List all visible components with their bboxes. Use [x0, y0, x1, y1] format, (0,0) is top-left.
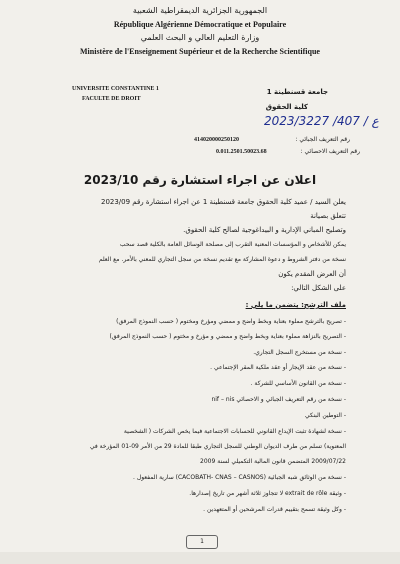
republic-ar: الجمهورية الجزائرية الديمقراطية الشعبية	[132, 6, 268, 15]
file-item: - التوطين البنكي	[305, 412, 346, 419]
notice-line-1: تتعلق بصيانة	[310, 212, 346, 220]
notice-intro: يعلن السيد / عميد كلية الحقوق جامعة قسنطينة 1 عن اجراء استشارة رقم 2023/09	[100, 198, 346, 206]
file-item: - نسخة من مستخرج السجل التجاري.	[253, 349, 346, 356]
notice-line-5: أن العرض المقدم يكون	[278, 270, 346, 278]
handwritten-reference: 2023/ع / 407/ 3227	[264, 114, 379, 128]
file-item: - نسخة من الوثائق شبه الجبائية (CACOBATH- CNAS – CASNOS) سارية المفعول .	[133, 474, 346, 481]
republic-fr: République Algérienne Démocratique et Populaire	[113, 20, 287, 29]
ministry-fr: Ministère de l'Enseignement Supérieur et de la Recherche Scientifique	[80, 47, 320, 56]
faculty-ar: كلية الحقوق	[265, 103, 308, 111]
fiscal-id-value: 414020000250120	[194, 137, 239, 143]
footer-strip	[0, 552, 400, 564]
file-item: المعنوية) تسلم من طرف الديوان الوطني للسجل التجاري طبقا للمادة 29 من الأمر 09-01 المؤرخة في	[89, 443, 346, 450]
notice-line-6: على الشكل التالي:	[291, 284, 346, 292]
file-item: - وثيقة extrait de rôle لا تتجاوز ثلاثة أشهر من تاريخ إصدارها.	[189, 490, 346, 497]
file-heading: ملف الترشح: يتضمن ما يلي :	[245, 301, 346, 309]
notice-line-4: نسخة من دفتر الشروط و دعوة المشاركة مع تقديم نسخة من سجل التجاري للمعني بالأمر. مع العلم	[98, 256, 346, 263]
file-item: - تصريح بالترشح مملوء بعناية وبخط واضح و ممضي ومؤرخ ومختوم ( حسب النموذج المرفق)	[116, 318, 346, 325]
file-item: 2009/07/22 المتضمن قانون المالية التكميلي لسنة 2009	[200, 458, 346, 465]
ministry-ar: وزارة التعليم العالي و البحث العلمي	[140, 33, 260, 42]
stat-id-label: رقم التعريف الاحصائي :	[300, 148, 360, 155]
university-fr: UNIVERSITE CONSTANTINE 1	[72, 86, 159, 92]
file-item: - وكل وثيقة تسمح بتقييم قدرات المرشحين أو المتعهدين .	[203, 506, 346, 513]
file-item: - التصريح بالنزاهة مملوء بعناية وبخط واضح و ممضي و مؤرخ و مختوم ( حسب النموذج المرفق)	[109, 333, 346, 340]
stat-id-value: 0.011.2501.50023.68	[216, 149, 267, 155]
file-item: - نسخة من رقم التعريف الجبائي و الاحصائي nif – nis	[211, 396, 346, 403]
file-item: - نسخة لشهادة تثبت الإيداع القانوني للحسابات الاجتماعية فيما يخص الشركات ( الشخصية	[123, 428, 346, 435]
file-item: - نسخة من عقد الإيجار أو عقد ملكية المقر الإجتماعي .	[210, 364, 346, 371]
fiscal-id-label: رقم التعريف الجبائي :	[295, 136, 350, 143]
notice-title: اعلان عن اجراء استشارة رقم 2023/10	[83, 173, 317, 187]
file-item: - نسخة من القانون الأساسي للشركة .	[250, 380, 346, 387]
page-number: 1	[186, 535, 218, 549]
notice-line-2: وتصليح المباني الإدارية و البيداغوجية لصالح كلية الحقوق.	[183, 226, 346, 234]
university-ar: جامعة قسنطينة 1	[266, 88, 328, 96]
notice-line-3: يمكن للأشخاص و المؤسسات المعنية التقرب إلى مصلحة الوسائل العامة بالكلية قصد سحب	[119, 241, 346, 248]
faculty-fr: FACULTE DE DROIT	[82, 96, 141, 102]
